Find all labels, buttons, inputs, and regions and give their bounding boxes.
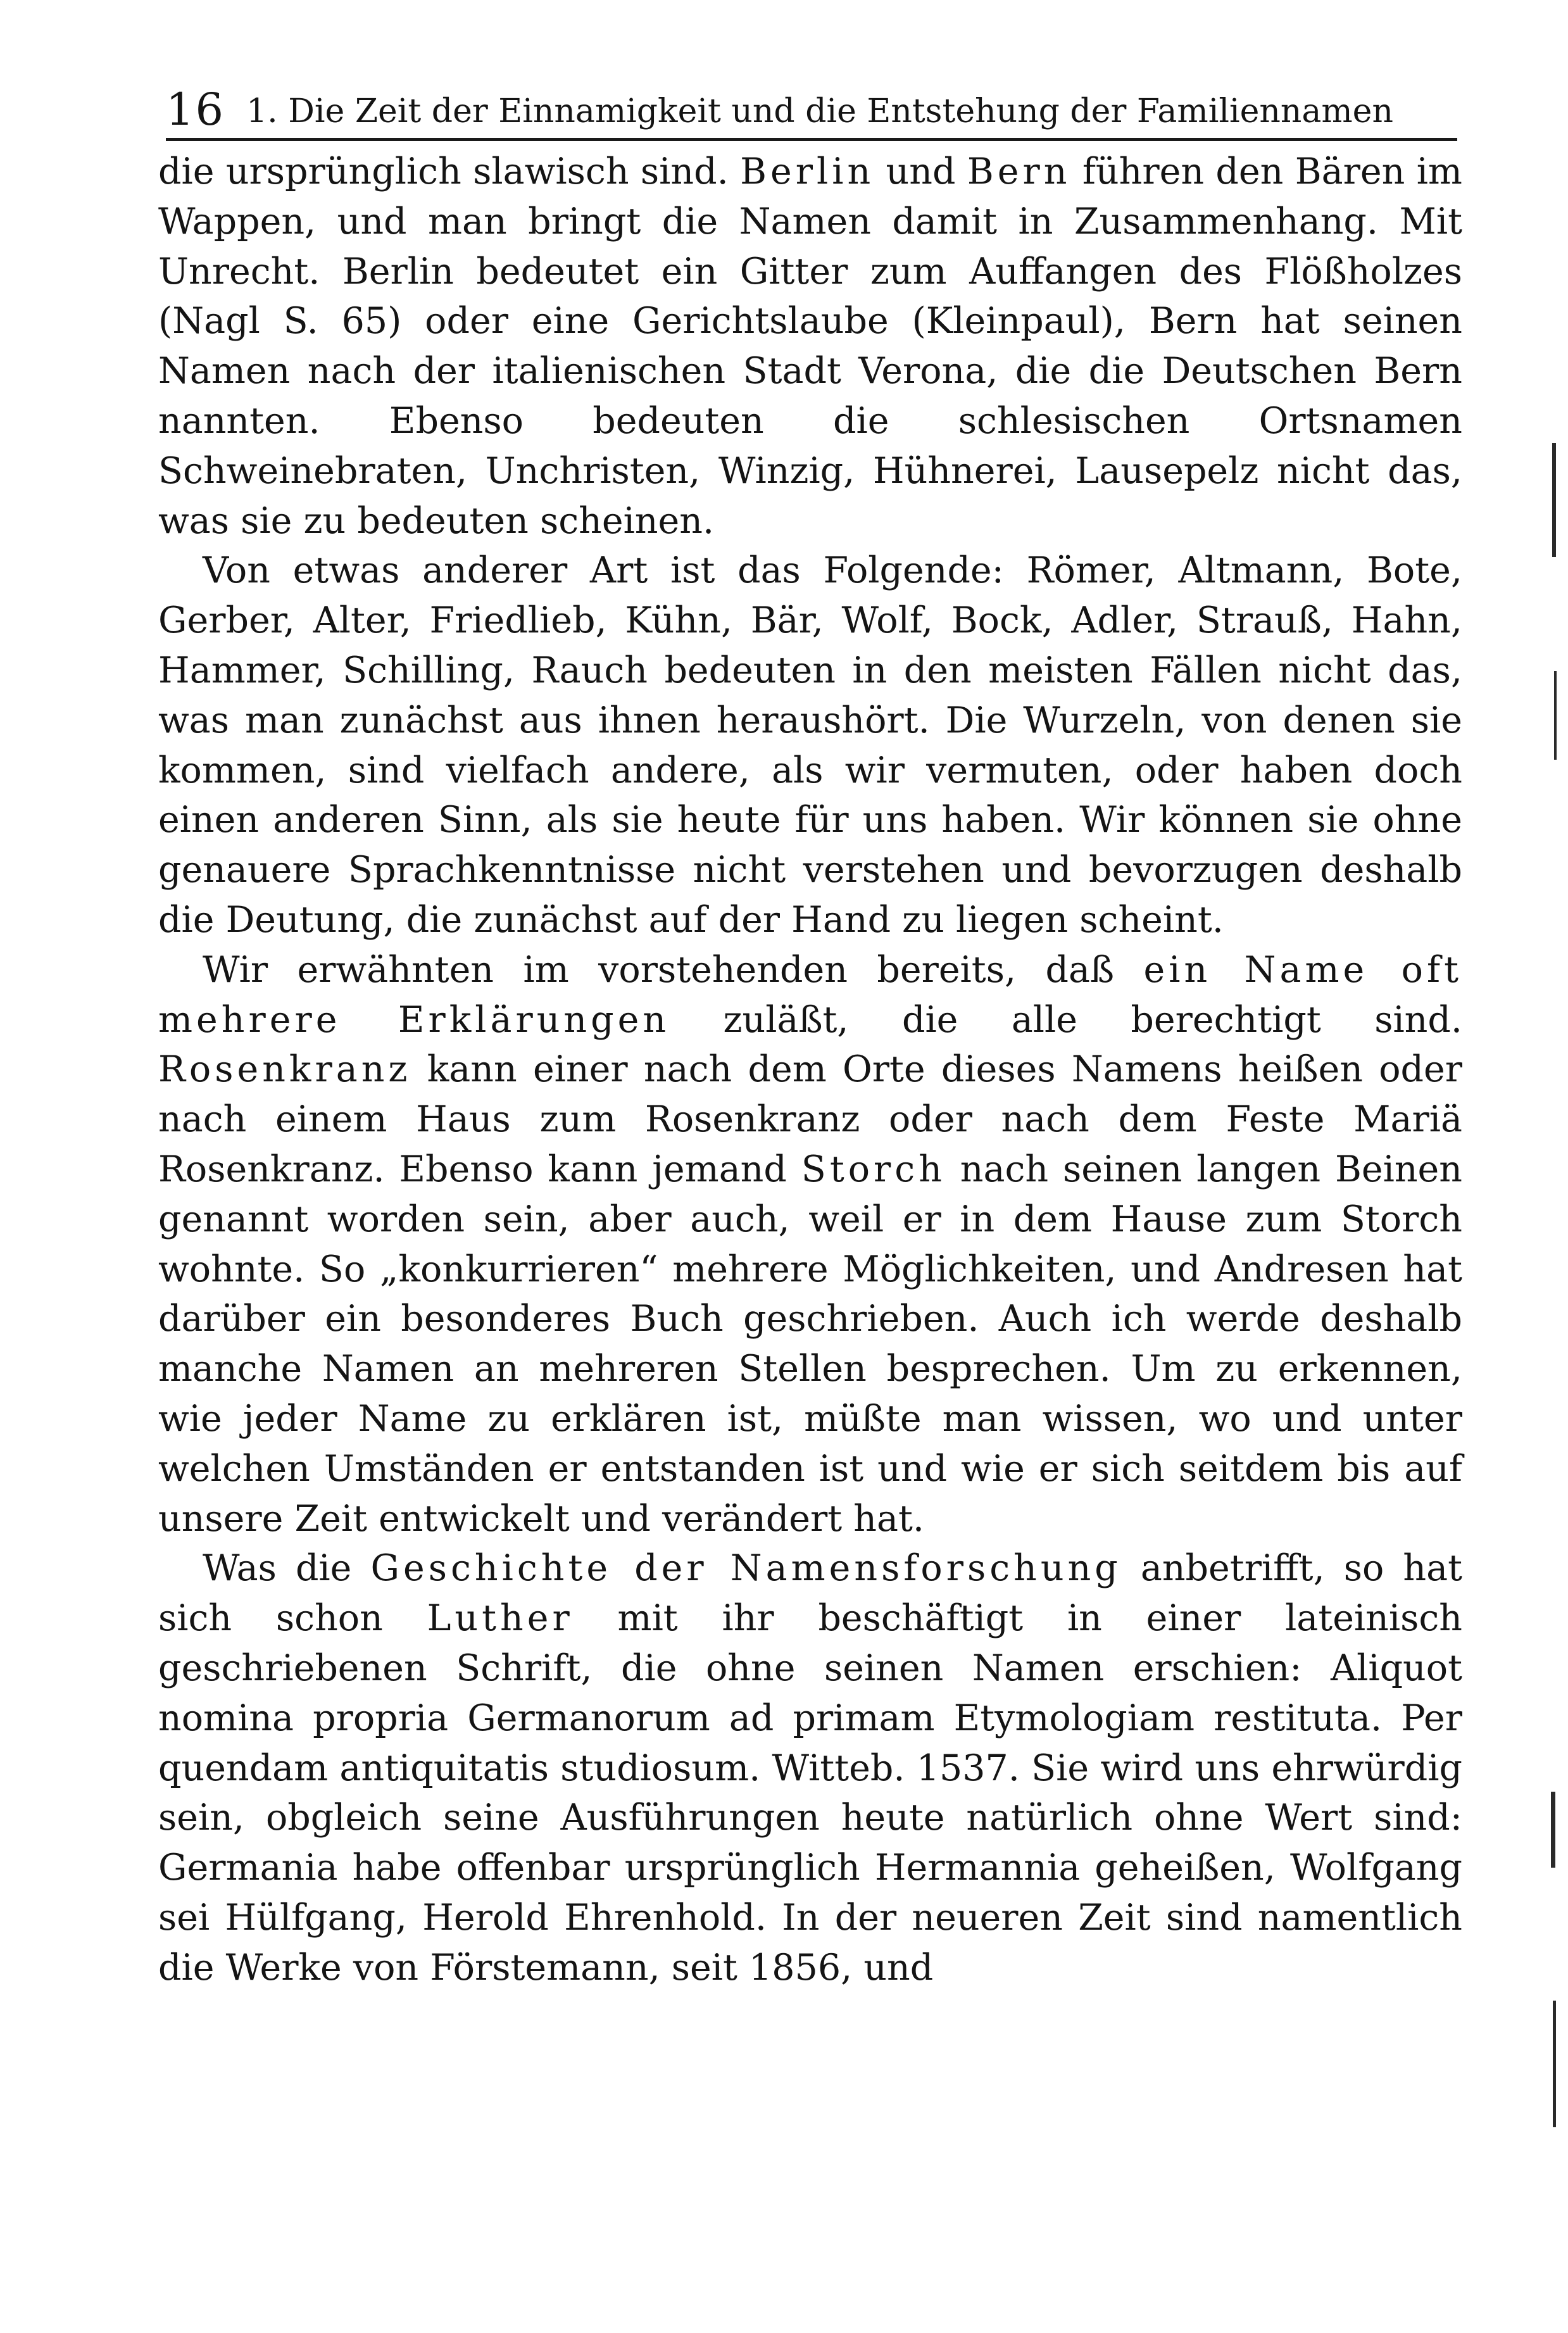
paragraph-3 <box>158 945 1462 1544</box>
text-segment: Was die <box>203 1547 371 1590</box>
scan-edge-mark <box>1553 2001 1556 2127</box>
scan-edge-mark <box>1552 443 1556 557</box>
text-segment: kann einer nach dem Orte dieses Namens heißen oder nach einem Haus zum Rosenkranz oder nach dem Feste Mariä Rosenkranz. Ebenso kann jemand <box>158 1048 1462 1190</box>
page-header <box>166 68 1457 141</box>
emphasized-term: Rosenkranz <box>158 1048 411 1091</box>
text-segment: Wir erwähnten im vorstehenden bereits, daß <box>203 948 1144 991</box>
body-text <box>158 147 1462 2236</box>
text-segment: anbetrifft, so hat sich schon <box>158 1547 1462 1640</box>
emphasized-term: ein Name oft mehrere Erklärungen <box>158 948 1462 1041</box>
text-segment: die ursprünglich slawisch sind. <box>158 151 741 192</box>
emphasized-term: Storch <box>801 1148 946 1190</box>
paragraph-2 <box>158 546 1462 945</box>
scan-edge-mark <box>1551 1792 1555 1868</box>
emphasized-term: Geschichte der Namensforschung <box>370 1547 1122 1590</box>
text-segment: mit ihr beschäftigt in einer lateinisch geschriebenen Schrift, die ohne seinen Namen erschien: Aliquot nomina propria Germanorum ad primam Etymologiam restituta. Per quendam antiquitatis studiosum. Witteb. 1537. Sie wird uns ehrwürdig sein, obgleich seine Ausführungen heute natürlich ohne Wert sind: Germania habe offenbar ursprünglich Hermannia geheißen, Wolfgang sei Hülfgang, Herold Ehrenhold. In der neueren Zeit sind namentlich die Werke von Förstemann, seit 1856, und <box>158 1597 1462 1989</box>
emphasized-term: Berlin <box>740 151 875 192</box>
text-segment: nach seinen langen Beinen genannt worden sein, aber auch, weil er in dem Hause zum Storch wohnte. So „konkurrieren“ mehrere Möglichkeiten, und Andresen hat darüber ein besonderes Buch geschrieben. Auch ich werde deshalb manche Namen an mehreren Stellen besprechen. Um zu erkennen, wie jeder Name zu erklären ist, müßte man wissen, wo und unter welchen Umständen er entstanden ist und wie er sich seitdem bis auf unsere Zeit entwickelt und verändert hat. <box>158 1148 1462 1540</box>
running-title: 1. Die Zeit der Einnamigkeit und die Entstehung der Familiennamen <box>246 92 1393 130</box>
emphasized-term: Bern <box>967 151 1071 192</box>
text-segment: Von etwas anderer Art ist das Folgende: Römer, Altmann, Bote, Gerber, Alter, Friedlieb, Kühn, Bär, Wolf, Bock, Adler, Strauß, Hahn, Hammer, Schilling, Rauch bedeuten in den meisten Fällen nicht das, was man zunächst aus ihnen heraushört. Die Wurzeln, von denen sie kommen, sind vielfach andere, als wir vermuten, oder haben doch einen anderen Sinn, als sie heute für uns haben. Wir können sie ohne genauere Sprachkenntnisse nicht verstehen und bevorzugen deshalb die Deutung, die zunächst auf der Hand zu liegen scheint. <box>158 550 1462 941</box>
text-segment: zuläßt, die alle berechtigt sind. <box>670 998 1462 1041</box>
paragraph-1 <box>158 147 1462 546</box>
emphasized-term: Luther <box>427 1597 574 1640</box>
scan-edge-mark <box>1554 671 1557 760</box>
paragraph-4 <box>158 1544 1462 1992</box>
text-segment: führen den Bären im Wappen, und man bringt die Namen damit in Zusammenhang. Mit Unrecht. Berlin bedeutet ein Gitter zum Auffangen des Flößholzes (Nagl S. 65) oder eine Gerichtslaube (Kleinpaul), Bern hat seinen Namen nach der italienischen Stadt Verona, die die Deutschen Bern nannten. Ebenso bedeuten die schlesischen Ortsnamen Schweinebraten, Unchristen, Winzig, Hühnerei, Lausepelz nicht das, was sie zu bedeuten scheinen. <box>158 151 1462 542</box>
page-number: 16 <box>166 84 225 135</box>
text-segment: und <box>874 151 967 192</box>
